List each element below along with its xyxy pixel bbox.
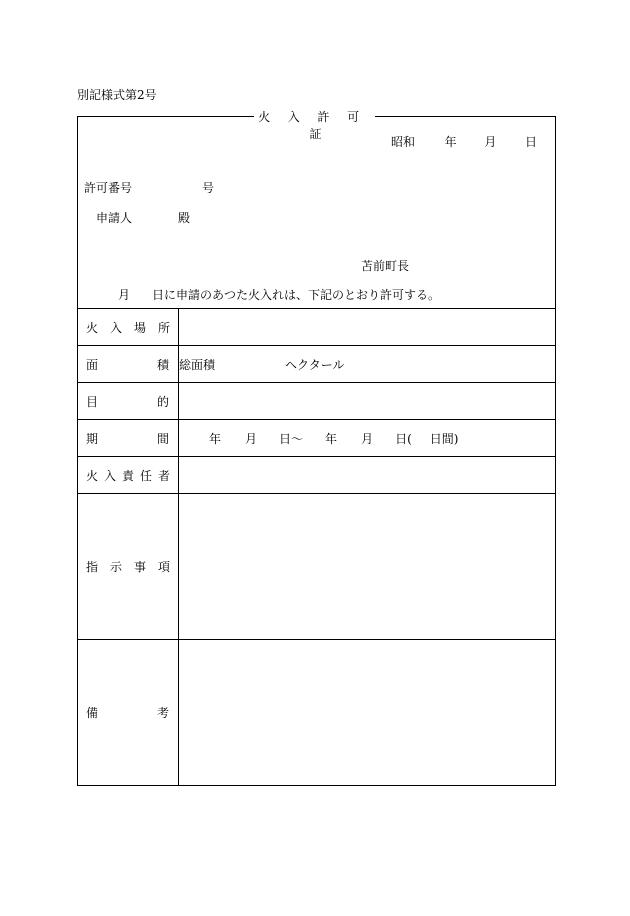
title-rule-left — [78, 116, 254, 117]
permit-statement: 月 日に申請のあつた火入れは、下記のとおり許可する。 — [118, 288, 441, 302]
instructions-field[interactable] — [179, 494, 556, 640]
row-area: 面 積 総面積 ヘクタール — [78, 346, 555, 383]
date-era: 昭和 — [390, 135, 415, 149]
date-month: 月 — [484, 135, 497, 149]
row-purpose: 目 的 — [78, 383, 555, 420]
permit-details-table — [78, 308, 555, 785]
date-year: 年 — [444, 135, 457, 149]
area-field[interactable]: 総面積 ヘクタール — [179, 346, 556, 383]
title-rule-right — [375, 116, 555, 117]
row-location: 火 入 場 所 — [78, 309, 555, 346]
period-field[interactable]: 年 月 日〜 年 月 日( 日間) — [179, 420, 556, 457]
issuer: 苫前町長 — [361, 259, 410, 273]
row-instructions: 指 示 事 項 — [78, 494, 555, 640]
fire-supervisor-field[interactable] — [179, 457, 556, 494]
row-period: 期 間 年 月 日〜 年 月 日( 日間) — [78, 420, 555, 457]
row-remarks: 備 考 — [78, 640, 555, 786]
permit-number: 許可番号 号 — [84, 181, 215, 195]
permit-form — [77, 110, 556, 786]
remarks-field[interactable] — [179, 640, 556, 786]
date-day: 日 — [524, 135, 537, 149]
document-title: 火 入 許 可 証 — [258, 110, 360, 141]
location-field[interactable] — [179, 309, 556, 346]
applicant: 申請人 殿 — [96, 211, 191, 225]
row-fire-supervisor: 火 入 責 任 者 — [78, 457, 555, 494]
purpose-field[interactable] — [179, 383, 556, 420]
issue-date — [391, 133, 537, 150]
form-number: 別記様式第2号 — [77, 88, 157, 102]
